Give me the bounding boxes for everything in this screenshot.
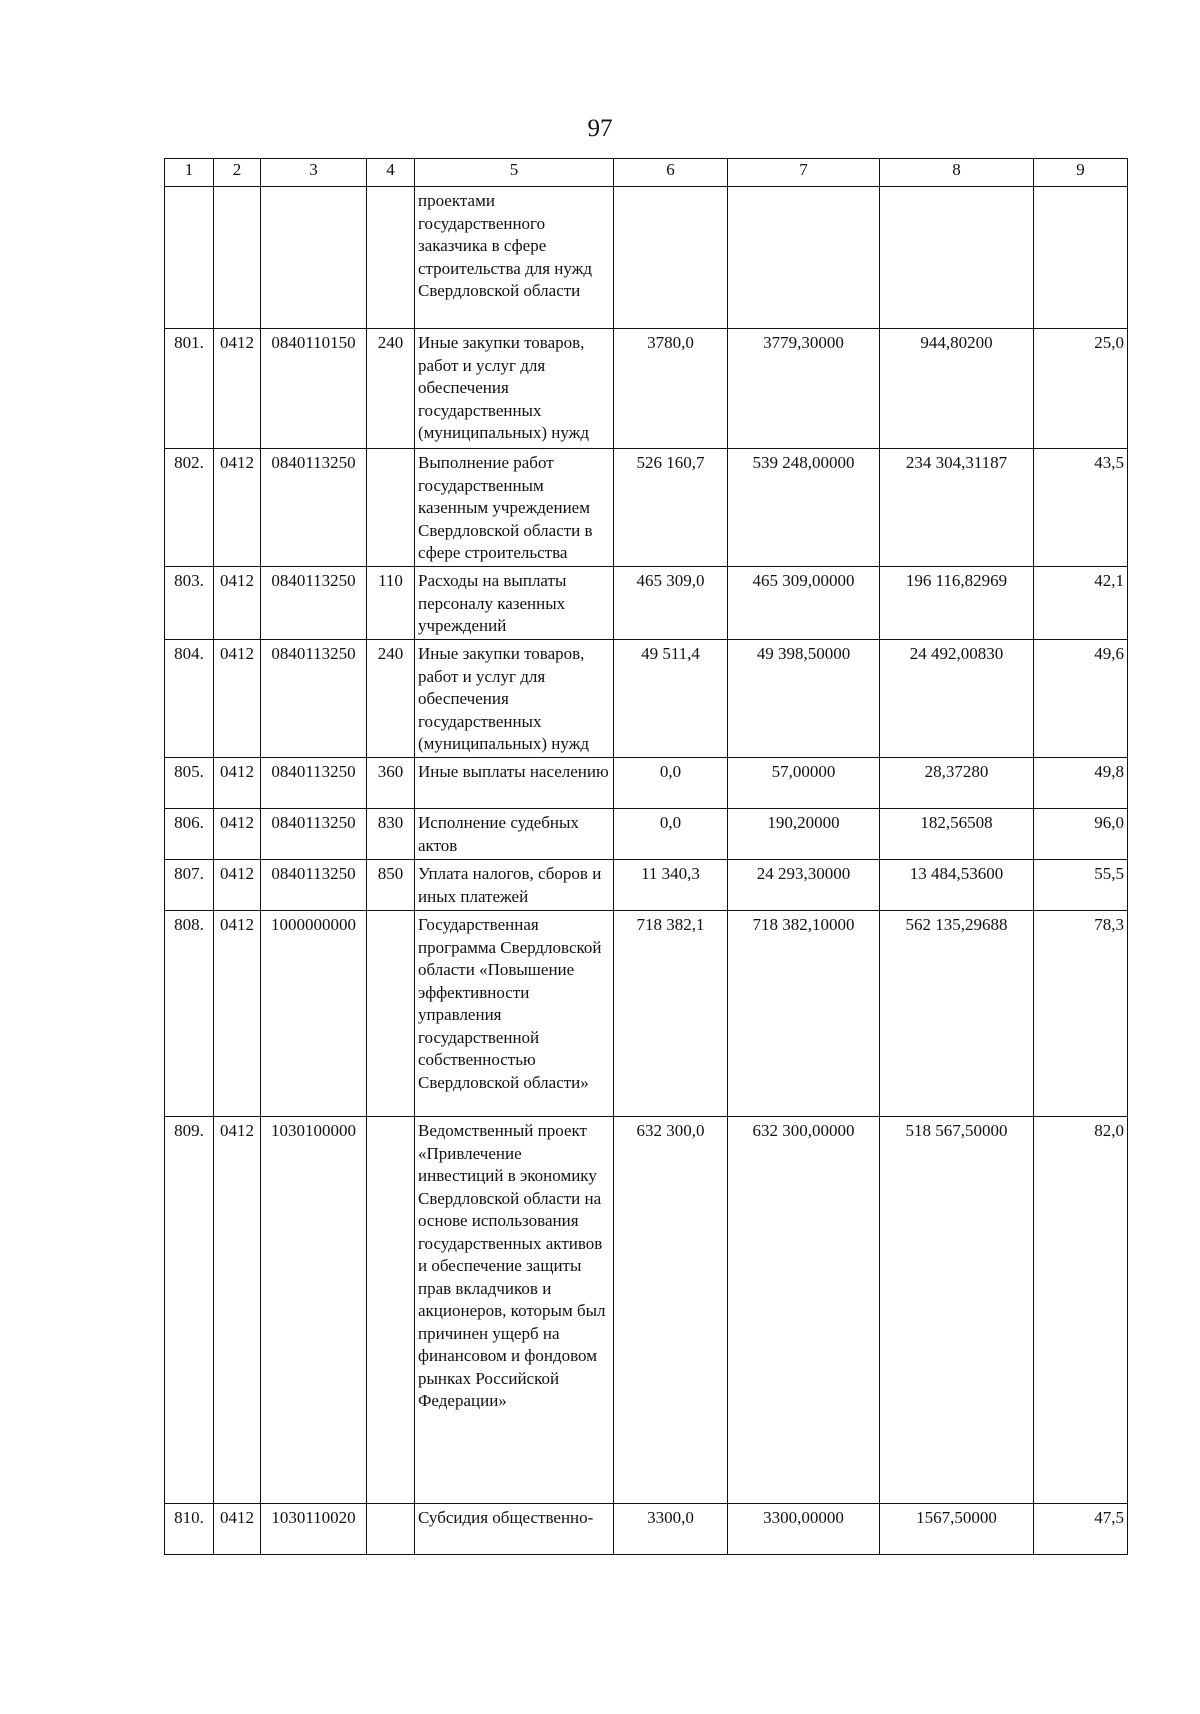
execution-percent: 25,0 <box>1034 329 1128 449</box>
section-code <box>214 187 261 329</box>
column-header: 9 <box>1034 159 1128 187</box>
execution-percent: 47,5 <box>1034 1504 1128 1555</box>
item-name: Иные закупки товаров, работ и услуг для обеспечения государственных (муниципальных) нужд <box>415 640 614 758</box>
column-header: 7 <box>728 159 880 187</box>
item-name: Субсидия общественно- <box>415 1504 614 1555</box>
row-number: 805. <box>165 758 214 809</box>
executed-value: 196 116,82969 <box>880 567 1034 640</box>
executed-value: 234 304,31187 <box>880 449 1034 567</box>
approved-value: 190,20000 <box>728 809 880 860</box>
section-code: 0412 <box>214 1504 261 1555</box>
target-article-code: 0840113250 <box>261 809 367 860</box>
target-article-code: 0840113250 <box>261 567 367 640</box>
approved-value: 49 398,50000 <box>728 640 880 758</box>
row-number: 808. <box>165 911 214 1117</box>
column-header: 4 <box>367 159 415 187</box>
executed-value: 562 135,29688 <box>880 911 1034 1117</box>
section-code: 0412 <box>214 449 261 567</box>
section-code: 0412 <box>214 809 261 860</box>
column-header: 5 <box>415 159 614 187</box>
expense-type-code <box>367 911 415 1117</box>
row-number: 809. <box>165 1117 214 1504</box>
expense-type-code: 850 <box>367 860 415 911</box>
table-row <box>165 911 1128 1117</box>
column-header: 8 <box>880 159 1034 187</box>
target-article-code: 0840113250 <box>261 640 367 758</box>
execution-percent <box>1034 187 1128 329</box>
budget-table <box>164 158 1128 1555</box>
expense-type-code <box>367 1504 415 1555</box>
section-code: 0412 <box>214 329 261 449</box>
target-article-code <box>261 187 367 329</box>
item-name: Ведомственный проект «Привлечение инвестиций в экономику Свердловской области на основе использования государственных активов и обеспечение защиты прав вкладчиков и акционеров, которым был причинен ущерб на финансовом и фондовом рынках Российской Федерации» <box>415 1117 614 1504</box>
section-code: 0412 <box>214 640 261 758</box>
execution-percent: 42,1 <box>1034 567 1128 640</box>
row-number: 807. <box>165 860 214 911</box>
approved-value: 57,00000 <box>728 758 880 809</box>
section-code: 0412 <box>214 911 261 1117</box>
executed-value: 24 492,00830 <box>880 640 1034 758</box>
plan-value: 0,0 <box>614 809 728 860</box>
approved-value: 24 293,30000 <box>728 860 880 911</box>
row-number: 804. <box>165 640 214 758</box>
executed-value <box>880 187 1034 329</box>
expense-type-code: 240 <box>367 329 415 449</box>
execution-percent: 55,5 <box>1034 860 1128 911</box>
table-row <box>165 758 1128 809</box>
approved-value: 465 309,00000 <box>728 567 880 640</box>
section-code: 0412 <box>214 1117 261 1504</box>
table-row <box>165 860 1128 911</box>
executed-value: 944,80200 <box>880 329 1034 449</box>
table-row <box>165 640 1128 758</box>
target-article-code: 1000000000 <box>261 911 367 1117</box>
execution-percent: 49,8 <box>1034 758 1128 809</box>
plan-value: 632 300,0 <box>614 1117 728 1504</box>
execution-percent: 78,3 <box>1034 911 1128 1117</box>
section-code: 0412 <box>214 758 261 809</box>
item-name: Государственная программа Свердловской области «Повышение эффективности управления государственной собственностью Свердловской области» <box>415 911 614 1117</box>
approved-value: 3779,30000 <box>728 329 880 449</box>
plan-value: 526 160,7 <box>614 449 728 567</box>
approved-value: 3300,00000 <box>728 1504 880 1555</box>
item-name: Иные выплаты населению <box>415 758 614 809</box>
expense-type-code <box>367 1117 415 1504</box>
expense-type-code <box>367 449 415 567</box>
target-article-code: 1030100000 <box>261 1117 367 1504</box>
item-name: Выполнение работ государственным казенным учреждением Свердловской области в сфере строительства <box>415 449 614 567</box>
item-name: проектами государственного заказчика в сфере строительства для нужд Свердловской области <box>415 187 614 329</box>
column-header: 3 <box>261 159 367 187</box>
page-number: 97 <box>587 115 613 142</box>
target-article-code: 0840113250 <box>261 449 367 567</box>
item-name: Исполнение судебных актов <box>415 809 614 860</box>
table-row <box>165 449 1128 567</box>
target-article-code: 0840110150 <box>261 329 367 449</box>
execution-percent: 43,5 <box>1034 449 1128 567</box>
table-row <box>165 809 1128 860</box>
expense-type-code: 240 <box>367 640 415 758</box>
item-name: Иные закупки товаров, работ и услуг для обеспечения государственных (муниципальных) нужд <box>415 329 614 449</box>
column-header: 6 <box>614 159 728 187</box>
expense-type-code: 360 <box>367 758 415 809</box>
table-header-row <box>165 159 1128 187</box>
table-row <box>165 187 1128 329</box>
plan-value: 11 340,3 <box>614 860 728 911</box>
row-number: 802. <box>165 449 214 567</box>
approved-value: 539 248,00000 <box>728 449 880 567</box>
plan-value: 465 309,0 <box>614 567 728 640</box>
section-code: 0412 <box>214 860 261 911</box>
expense-type-code: 830 <box>367 809 415 860</box>
row-number: 803. <box>165 567 214 640</box>
executed-value: 182,56508 <box>880 809 1034 860</box>
item-name: Уплата налогов, сборов и иных платежей <box>415 860 614 911</box>
approved-value: 718 382,10000 <box>728 911 880 1117</box>
row-number: 801. <box>165 329 214 449</box>
plan-value: 3300,0 <box>614 1504 728 1555</box>
plan-value: 49 511,4 <box>614 640 728 758</box>
executed-value: 28,37280 <box>880 758 1034 809</box>
item-name: Расходы на выплаты персоналу казенных учреждений <box>415 567 614 640</box>
plan-value: 0,0 <box>614 758 728 809</box>
plan-value <box>614 187 728 329</box>
executed-value: 1567,50000 <box>880 1504 1034 1555</box>
section-code: 0412 <box>214 567 261 640</box>
table-row <box>165 1504 1128 1555</box>
row-number: 810. <box>165 1504 214 1555</box>
target-article-code: 0840113250 <box>261 758 367 809</box>
column-header: 1 <box>165 159 214 187</box>
plan-value: 718 382,1 <box>614 911 728 1117</box>
row-number: 806. <box>165 809 214 860</box>
approved-value <box>728 187 880 329</box>
expense-type-code: 110 <box>367 567 415 640</box>
executed-value: 518 567,50000 <box>880 1117 1034 1504</box>
expense-type-code <box>367 187 415 329</box>
plan-value: 3780,0 <box>614 329 728 449</box>
row-number <box>165 187 214 329</box>
executed-value: 13 484,53600 <box>880 860 1034 911</box>
target-article-code: 0840113250 <box>261 860 367 911</box>
execution-percent: 96,0 <box>1034 809 1128 860</box>
table-row <box>165 329 1128 449</box>
execution-percent: 49,6 <box>1034 640 1128 758</box>
approved-value: 632 300,00000 <box>728 1117 880 1504</box>
table-row <box>165 567 1128 640</box>
target-article-code: 1030110020 <box>261 1504 367 1555</box>
table-row <box>165 1117 1128 1504</box>
execution-percent: 82,0 <box>1034 1117 1128 1504</box>
column-header: 2 <box>214 159 261 187</box>
